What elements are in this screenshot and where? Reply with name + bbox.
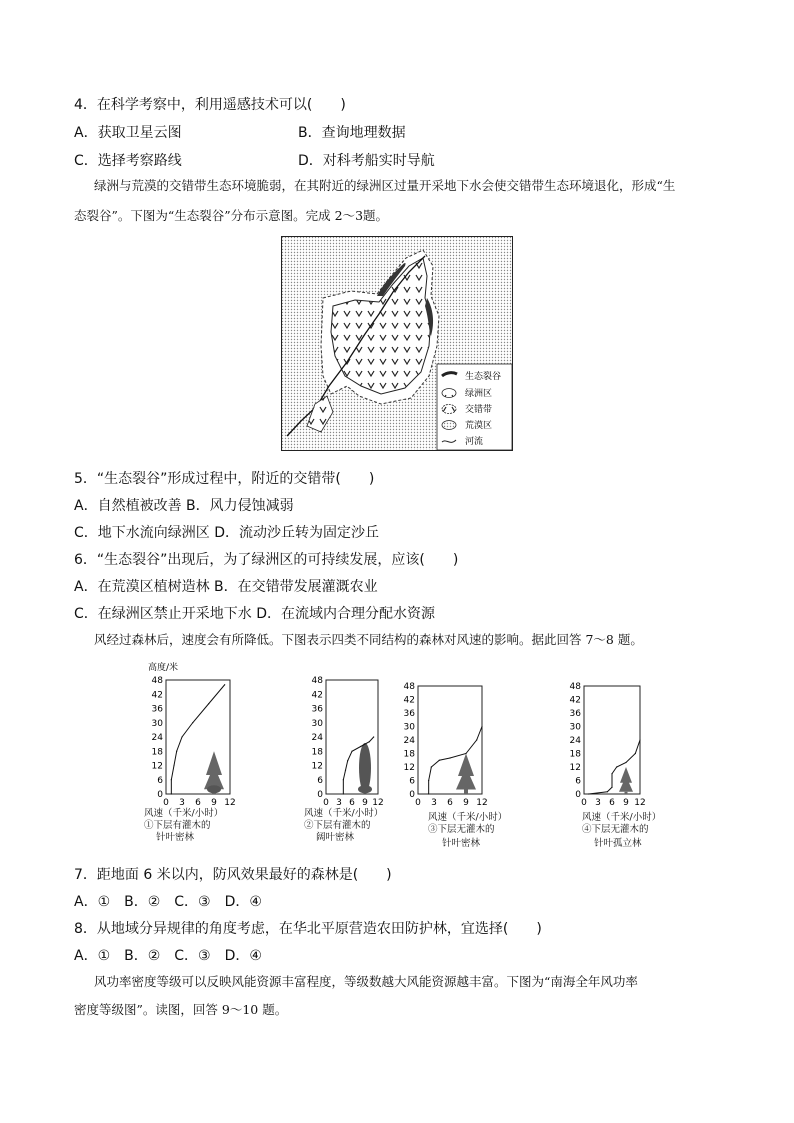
q7-options: A．① B．② C．③ D．④: [74, 894, 262, 910]
chart1-data-point: [176, 751, 177, 752]
chart2-xtick-label: 9: [362, 798, 368, 808]
chart3-data-point: [431, 766, 432, 767]
chart3-xlabel: 风速（千米/小时）: [428, 812, 508, 823]
chart1-xtick-label: 6: [195, 798, 201, 808]
chart1-ytick-label: 6: [157, 775, 163, 786]
chart3-xtick-label: 6: [447, 798, 453, 808]
chart3-ytick-label: 12: [403, 763, 415, 773]
chart3-ytick-label: 18: [403, 749, 415, 760]
chart1-data-point: [181, 736, 182, 737]
chart2-data-point: [373, 736, 374, 737]
chart3-frame: [418, 686, 482, 794]
q6-stem: 6．“生态裂谷”出现后，为了绿洲区的可持续发展，应该( ): [74, 552, 459, 568]
chart3-data-point: [481, 726, 482, 727]
chart1-xtick-label: 9: [211, 798, 217, 808]
q4-option-d: D．对科考船实时导航: [298, 153, 435, 169]
chart4-ytick-label: 0: [575, 790, 581, 800]
chart2-caption-line2: 阔叶密林: [316, 832, 355, 843]
chart1-ytick-label: 0: [157, 790, 163, 800]
passage1-line1: 绿洲与荒漠的交错带生态环境脆弱，在其附近的绿洲区过量开采地下水会使交错带生态环境退化，形成“生: [94, 178, 676, 193]
chart1-data-point: [171, 793, 172, 794]
legend-river: 河流: [465, 437, 484, 447]
q5-options-cd: C．地下水流向绿洲区 D．流动沙丘转为固定沙丘: [74, 525, 380, 541]
conifer-tree-icon: [204, 751, 224, 789]
chart4-caption-line2: 针叶孤立林: [594, 838, 642, 849]
q7-stem: 7．距地面 6 米以内，防风效果最好的森林是( ): [74, 867, 392, 883]
ecological-rift-map: [281, 236, 513, 451]
legend-ecotone: 交错带: [465, 405, 493, 415]
chart1-ytick-label: 18: [151, 747, 163, 758]
chart4-data-point: [639, 739, 640, 740]
chart1-ytick-label: 30: [151, 718, 163, 729]
chart2-data-point: [343, 779, 344, 780]
legend-oasis: 绿洲区: [465, 389, 493, 399]
chart3-data-point: [476, 739, 477, 740]
chart3-caption-line2: 针叶密林: [442, 838, 481, 849]
chart4-data-point: [588, 793, 589, 794]
chart3-ytick-label: 48: [403, 682, 415, 692]
q4-option-c: C．选择考察路线: [74, 153, 182, 169]
chart4-xtick-label: 3: [595, 798, 601, 808]
chart2-caption-line1: ②下层有灌木的: [304, 820, 371, 831]
chart2-ytick-label: 24: [311, 733, 323, 743]
chart4-data-point: [635, 753, 636, 754]
chart3-data-point: [449, 757, 450, 758]
tree-trunk-icon: [625, 792, 628, 794]
chart2-xtick-label: 6: [349, 798, 355, 808]
chart1-xtick-label: 3: [179, 798, 185, 808]
chart3-caption-line1: ③下层无灌木的: [428, 824, 495, 835]
tree-trunk-icon: [464, 790, 468, 795]
chart3-ytick-label: 24: [403, 736, 415, 746]
chart4-data-point: [616, 766, 617, 767]
chart4-ytick-label: 12: [569, 763, 581, 773]
chart3-ytick-label: 42: [403, 695, 415, 706]
small-conifer-tree-icon: [619, 767, 633, 792]
chart3-ytick-label: 0: [409, 790, 415, 800]
chart3-ytick-label: 36: [403, 709, 415, 719]
chart2-data-point: [351, 751, 352, 752]
chart4-data-point: [611, 773, 612, 774]
q8-stem: 8．从地域分异规律的角度考虑，在华北平原营造农田防护林，宜选择( ): [74, 921, 542, 937]
q6-options-ab: A．在荒漠区植树造林 B．在交错带发展灌溉农业: [74, 579, 378, 595]
chart2-ytick-label: 6: [317, 775, 323, 786]
chart1-ytick-label: 24: [151, 733, 163, 743]
chart1-data-point: [224, 684, 225, 685]
chart2-data-point: [360, 746, 361, 747]
chart2-data-point: [347, 760, 348, 761]
chart4-data-point: [625, 762, 626, 763]
chart1-ytick-label: 36: [151, 704, 163, 715]
q4-option-b: B．查询地理数据: [298, 125, 406, 141]
chart3-data-point: [428, 793, 429, 794]
chart1-caption-line1: ①下层有灌木的: [144, 820, 211, 831]
chart3-data-point: [465, 753, 466, 754]
chart2-ytick-label: 48: [311, 676, 323, 686]
chart1-xtick-label: 0: [163, 798, 169, 808]
chart4-xtick-label: 12: [634, 798, 646, 808]
chart3-xtick-label: 12: [476, 798, 488, 808]
chart2-ytick-label: 30: [311, 718, 323, 729]
q4-option-a: A．获取卫星云图: [74, 125, 182, 141]
chart2-ytick-label: 18: [311, 747, 323, 758]
shrub-icon: [207, 785, 221, 793]
chart4-xlabel: 风速（千米/小时）: [582, 812, 662, 823]
chart4-caption-line1: ④下层无灌木的: [582, 824, 649, 835]
chart2-xtick-label: 0: [323, 798, 329, 808]
chart1-data-point: [208, 703, 209, 704]
chart4-wind-line: [589, 740, 640, 794]
chart4-data-point: [607, 791, 608, 792]
chart4-xtick-label: 6: [609, 798, 615, 808]
chart2-ytick-label: 42: [311, 690, 323, 701]
conifer-tree-icon: [456, 754, 476, 790]
chart2-ytick-label: 36: [311, 704, 323, 715]
q4-stem: 4．在科学考察中，利用遥感技术可以( ): [74, 97, 346, 113]
chart1-data-point: [173, 765, 174, 766]
chart3-ytick-label: 6: [409, 776, 415, 787]
chart2-data-point: [343, 793, 344, 794]
chart1-data-point: [171, 779, 172, 780]
chart1-caption-line2: 针叶密林: [156, 832, 195, 843]
chart3-xtick-label: 0: [415, 798, 421, 808]
legend-desert: 荒漠区: [465, 421, 493, 431]
chart4-ytick-label: 24: [569, 736, 581, 746]
q5-stem: 5．“生态裂谷”形成过程中，附近的交错带( ): [74, 471, 375, 487]
chart1-xlabel: 风速（千米/小时）: [144, 808, 224, 819]
chart4-ytick-label: 30: [569, 722, 581, 733]
chart4-ytick-label: 36: [569, 709, 581, 719]
chart4-ytick-label: 42: [569, 695, 581, 706]
passage3-line2: 密度等级图”。读图，回答 9～10 题。: [74, 1002, 288, 1017]
q5-options-ab: A．自然植被改善 B．风力侵蚀减弱: [74, 498, 294, 514]
chart1-frame: [166, 680, 230, 794]
q8-options: A．① B．② C．③ D．④: [74, 948, 262, 964]
passage2-line1: 风经过森林后，速度会有所降低。下图表示四类不同结构的森林对风速的影响。据此回答 7～8 题。: [94, 632, 643, 647]
y-axis-label: 高度/米: [148, 663, 179, 673]
shrub-icon: [358, 785, 372, 793]
q6-options-cd: C．在绿洲区禁止开采地下水 D．在流域内合理分配水资源: [74, 606, 436, 622]
chart2-data-point: [369, 741, 370, 742]
chart1-xtick-label: 12: [224, 798, 236, 808]
passage3-line1: 风功率密度等级可以反映风能资源丰富程度，等级数越大风能资源越丰富。下图为“南海全年风功率: [94, 974, 638, 989]
chart2-ytick-label: 0: [317, 790, 323, 800]
passage1-line2: 态裂谷”。下图为“生态裂谷”分布示意图。完成 2～3题。: [74, 208, 389, 223]
chart1-ytick-label: 42: [151, 690, 163, 701]
chart4-xtick-label: 0: [581, 798, 587, 808]
chart4-xtick-label: 9: [623, 798, 629, 808]
chart4-ytick-label: 18: [569, 749, 581, 760]
chart3-ytick-label: 30: [403, 722, 415, 733]
chart3-xtick-label: 9: [463, 798, 469, 808]
chart3-xtick-label: 3: [431, 798, 437, 808]
chart1-ytick-label: 48: [151, 676, 163, 686]
chart2-xlabel: 风速（千米/小时）: [304, 808, 384, 819]
chart3-data-point: [439, 760, 440, 761]
chart4-data-point: [611, 787, 612, 788]
chart1-ytick-label: 12: [151, 761, 163, 772]
chart4-ytick-label: 6: [575, 776, 581, 787]
chart3-wind-line: [429, 727, 482, 795]
chart2-data-point: [345, 770, 346, 771]
chart2-xtick-label: 3: [336, 798, 342, 808]
chart2-xtick-label: 12: [372, 798, 384, 808]
legend-rift: 生态裂谷: [465, 372, 502, 382]
chart4-ytick-label: 48: [569, 682, 581, 692]
chart2-ytick-label: 12: [311, 761, 323, 772]
chart1-data-point: [192, 722, 193, 723]
chart3-data-point: [428, 780, 429, 781]
